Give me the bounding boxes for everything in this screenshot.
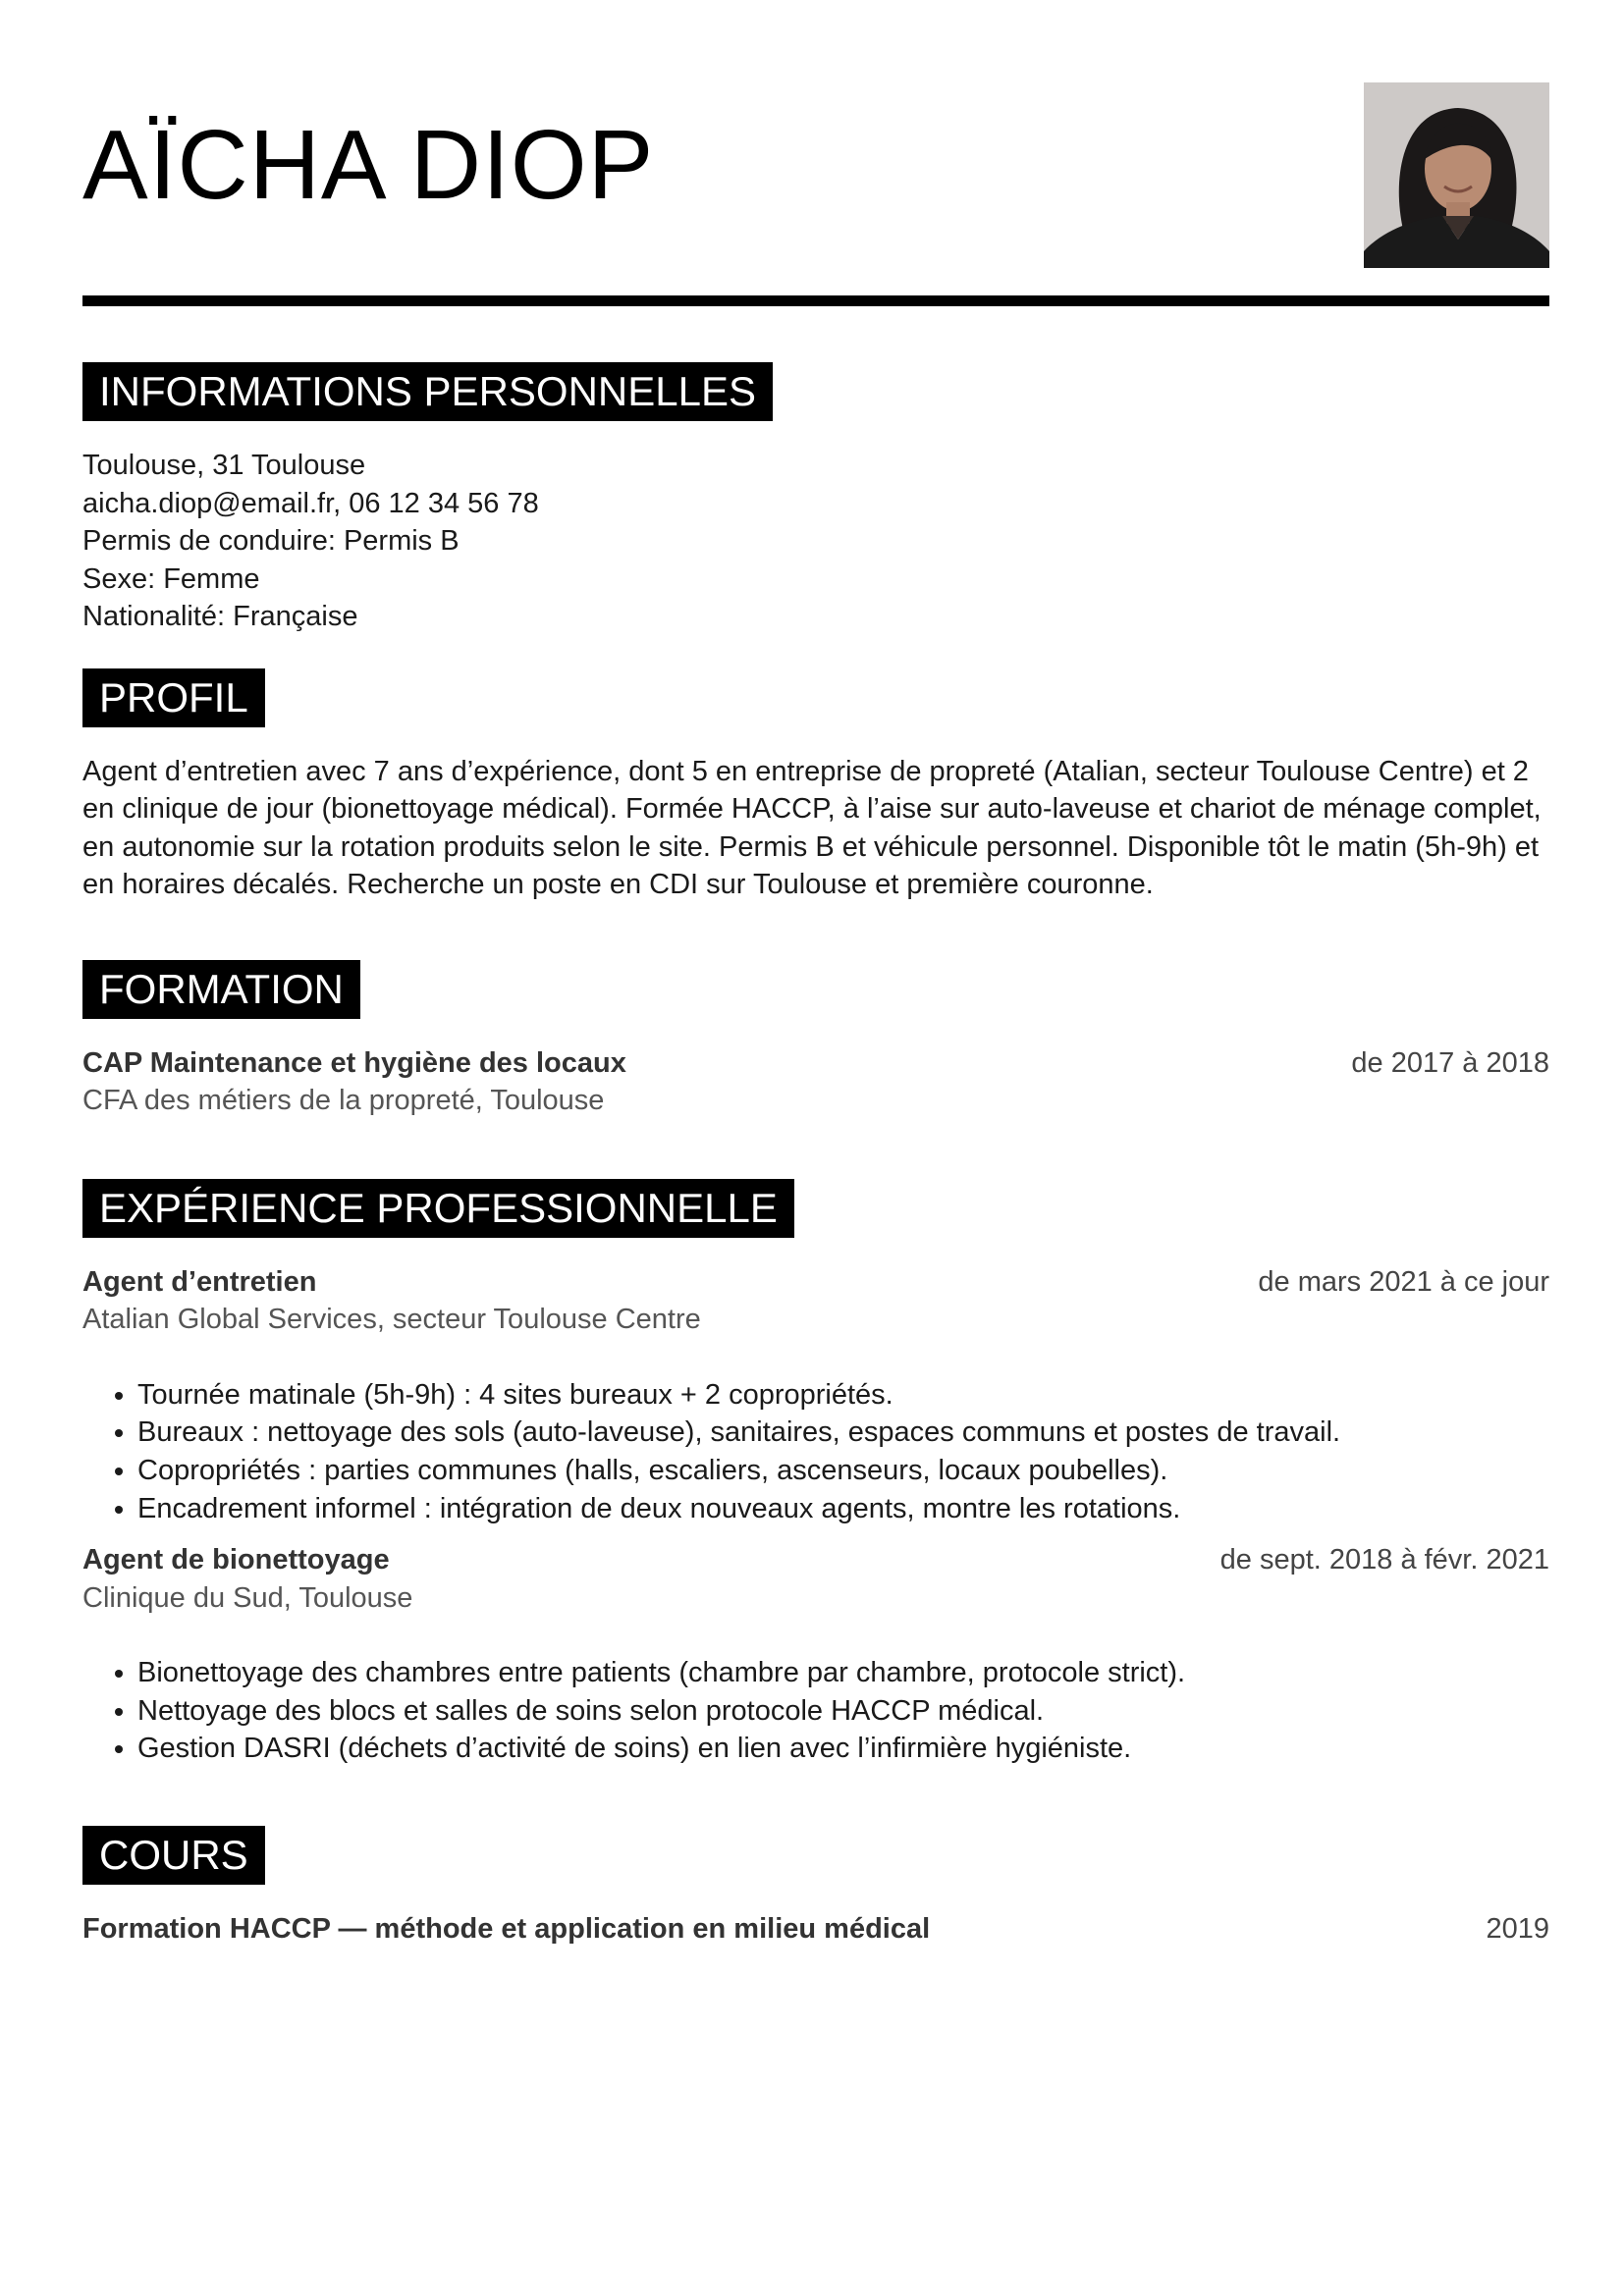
experience-task: • Bureaux : nettoyage des sols (auto-laveuse), sanitaires, espaces communs et postes de travail. — [137, 1414, 1549, 1452]
experience-entry-employer: Clinique du Sud, Toulouse — [82, 1581, 413, 1614]
experience-section — [82, 1179, 1549, 1768]
profile-section — [82, 668, 1549, 904]
education-entry-date: de 2017 à 2018 — [1351, 1046, 1549, 1079]
header-divider — [82, 295, 1549, 306]
experience-entry — [82, 1263, 1549, 1527]
experience-entry-employer: Atalian Global Services, secteur Toulouse Centre — [82, 1304, 701, 1336]
experience-task-list — [82, 1376, 1549, 1527]
education-section — [82, 960, 1549, 1120]
contact-line: aicha.diop@email.fr, 06 12 34 56 78 — [82, 487, 539, 519]
experience-entry-date: de sept. 2018 à févr. 2021 — [1219, 1544, 1549, 1576]
experience-task: • Nettoyage des blocs et salles de soins selon protocole HACCP médical. — [137, 1692, 1549, 1731]
education-entry-head — [82, 1044, 1549, 1083]
experience-entry-head — [82, 1263, 1549, 1302]
license-line: Permis de conduire: Permis B — [82, 525, 460, 557]
resume-page — [82, 0, 1549, 1949]
education-entry — [82, 1044, 1549, 1120]
candidate-name: AÏCHA DIOP — [82, 110, 655, 220]
experience-task: • Encadrement informel : intégration de deux nouveaux agents, montre les rotations. — [137, 1490, 1549, 1528]
experience-task-list — [82, 1654, 1549, 1768]
education-entry-title: CAP Maintenance et hygiène des locaux — [82, 1046, 626, 1079]
section-title-courses: COURS — [82, 1826, 265, 1885]
portrait-illustration — [1364, 82, 1549, 268]
section-title-education: FORMATION — [82, 960, 360, 1019]
experience-entry-title: Agent d’entretien — [82, 1265, 317, 1298]
nationality-line: Nationalité: Française — [82, 601, 358, 632]
experience-entry-title: Agent de bionettoyage — [82, 1544, 390, 1576]
experience-task: • Tournée matinale (5h-9h) : 4 sites bureaux + 2 copropriétés. — [137, 1376, 1549, 1415]
section-title-profile: PROFIL — [82, 668, 265, 727]
experience-task: • Gestion DASRI (déchets d’activité de soins) en lien avec l’infirmière hygiéniste. — [137, 1730, 1549, 1768]
course-entry — [82, 1910, 1549, 1949]
profile-summary: Agent d’entretien avec 7 ans d’expérience, dont 5 en entreprise de propreté (Atalian, secteur Toulouse Centre) et 2 en clinique de jour (bionettoyage médical). Formée HACCP, à l’aise sur auto-laveuse et chariot de ménage complet, en autonomie sur la rotation produits selon le site. Permis B et véhicule personnel. Disponible tôt le matin (5h-9h) et en horaires décalés. Recherche un poste en CDI sur Toulouse et première couronne. — [82, 755, 1542, 901]
section-title-personal: INFORMATIONS PERSONNELLES — [82, 362, 773, 421]
course-entry-head — [82, 1910, 1549, 1949]
gender-line: Sexe: Femme — [82, 562, 260, 595]
education-entry-school: CFA des métiers de la propreté, Toulouse — [82, 1085, 605, 1117]
personal-info-section — [82, 362, 1549, 636]
experience-task: • Copropriétés : parties communes (halls, escaliers, ascenseurs, locaux poubelles). — [137, 1452, 1549, 1490]
experience-entry-date: de mars 2021 à ce jour — [1258, 1265, 1549, 1298]
courses-section — [82, 1826, 1549, 1949]
experience-entry-head — [82, 1541, 1549, 1579]
course-entry-date: 2019 — [1486, 1913, 1549, 1946]
resume-header — [82, 0, 1549, 306]
address-line: Toulouse, 31 Toulouse — [82, 450, 366, 481]
course-entry-title: Formation HACCP — méthode et application en milieu médical — [82, 1913, 931, 1946]
experience-task: • Bionettoyage des chambres entre patients (chambre par chambre, protocole strict). — [137, 1654, 1549, 1692]
personal-info-list — [82, 447, 1549, 636]
experience-entry — [82, 1541, 1549, 1768]
profile-photo — [1364, 82, 1549, 268]
section-title-experience: EXPÉRIENCE PROFESSIONNELLE — [82, 1179, 794, 1238]
